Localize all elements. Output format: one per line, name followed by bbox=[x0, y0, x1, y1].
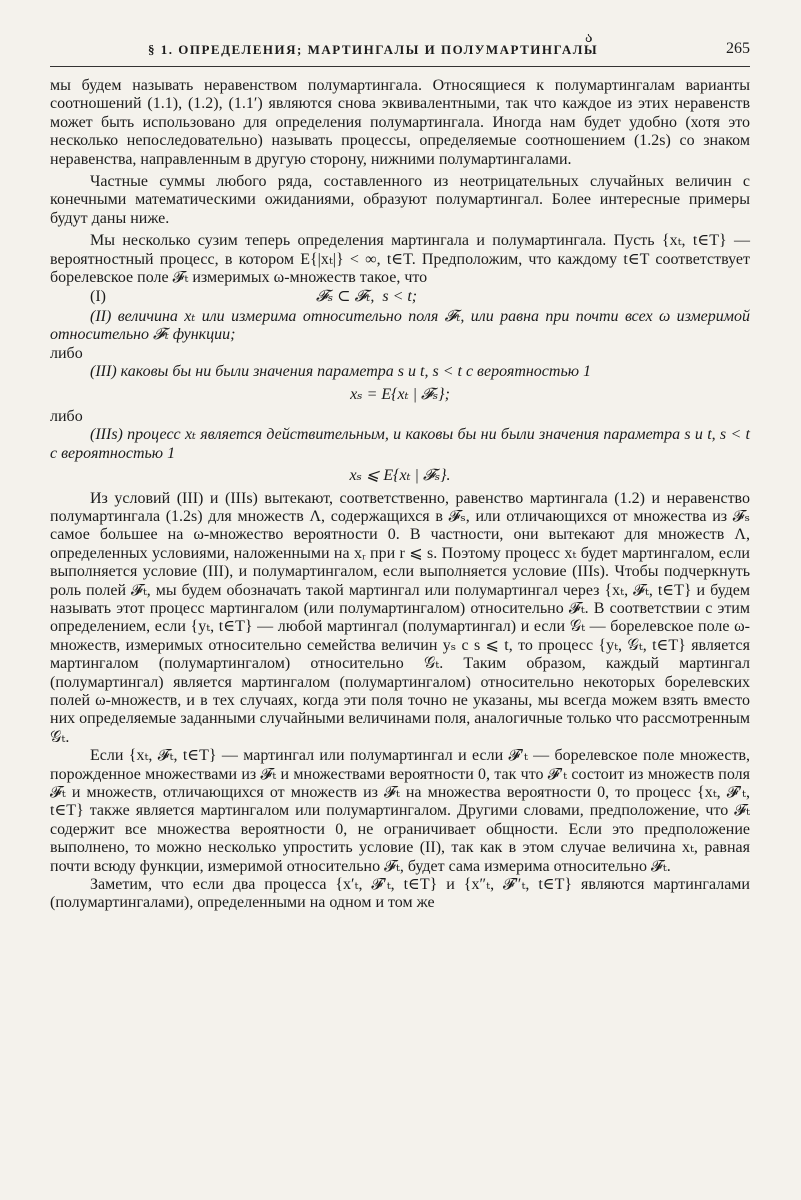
condition-3s: (IIIs) процесс xₜ является действительным, и каковы бы ни были значения параметра s и t, s < t с вероятностью 1 bbox=[50, 426, 750, 462]
paragraph-1: мы будем называть неравенством полумартингала. Относящиеся к полумартингалам варианты соотношений (1.1), (1.2), (1.1′) являются снова эквивалентными, так что каждое из этих неравенств может быть использовано для определения полумартингала. Иногда нам будет удобно (хотя это несколько непоследовательно) называть процессы, определяемые соотношением (1.2s) со знаком неравенства, направленным в другую сторону, нижними полумартингалами. bbox=[50, 77, 750, 168]
condition-2: (II) величина xₜ или измерима относительно поля 𝓕ₜ, или равна при почти всех ω измеримой относительно 𝓕ₜ функции; bbox=[50, 307, 750, 344]
condition-1-label: (I) bbox=[90, 288, 106, 306]
paragraph-4: Из условий (III) и (IIIs) вытекают, соответственно, равенство мартингала (1.2) и неравенство полумартингала (1.2s) для множеств Λ, содержащихся в 𝓕ₛ, или отличающихся от множества из 𝓕ₛ самое большее на ω-множество вероятности 0. В частности, они вытекают для множеств Λ, определенных условиями, наложенными на xᵣ при r ⩽ s. Поэтому процесс xₜ будет мартингалом, если выполняется условие (III), и полумартингалом, если выполняется условие (IIIs). Чтобы подчеркнуть роль полей 𝓕ₜ, мы будем обозначать такой мартингал или полумартингал через {xₜ, 𝓕ₜ, t∈T} и будем называть этот процесс мартингалом (или полумартингалом) относительно 𝓕ₜ. В соответствии с этим определением, если {yₜ, t∈T} — любой мартингал (полумартингал) и если 𝒢ₜ — борелевское поле ω-множеств, измеримых относительно семейства величин yₛ с s ⩽ t, то процесс {yₜ, 𝒢ₜ, t∈T} является мартингалом (полумартингалом) относительно 𝒢ₜ. Таким образом, каждый мартингал (полумартингал) является мартингалом (полумартингалом) относительно некоторых борелевских полей ω-множеств, и в тех случаях, когда эти поля точно не указаны, мы всегда можем взять вместо них определяемые заданными случайными величинами поля, аналогичные только что рассмотренным 𝒢ₜ. bbox=[50, 489, 750, 746]
paragraph-6: Заметим, что если два процесса {x′ₜ, 𝓕′ₜ, t∈T} и {x″ₜ, 𝓕″ₜ, t∈T} являются мартингалами (полумартингалами), определенными на одном и том же bbox=[50, 876, 750, 912]
paragraph-2: Частные суммы любого ряда, составленного из неотрицательных случайных величин с конечными математическими ожиданиями, образуют полумартингал. Более интересные примеры будут даны ниже. bbox=[50, 173, 750, 227]
formula-3: xₛ = E{xₜ | 𝓕ₛ}; bbox=[350, 385, 450, 403]
condition-1-formula: 𝓕ₛ ⊂ 𝓕ₜ, s < t; bbox=[315, 288, 418, 306]
formula-3s: xₛ ⩽ E{xₜ | 𝓕ₛ}. bbox=[349, 467, 451, 485]
libo-2: либо bbox=[50, 407, 83, 425]
section-title: § 1. ОПРЕДЕЛЕНИЯ; МАРТИНГАЛЫ И ПОЛУМАРТИНГАЛЫ bbox=[148, 42, 599, 57]
condition-1 bbox=[50, 288, 750, 306]
paragraph-3: Мы несколько сузим теперь определения мартингала и полумартингала. Пусть {xₜ, t∈T} — вероятностный процесс, в котором E{|xₜ|} < ∞, t∈T. Предположим, что каждому t∈T соответствует борелевское поле 𝓕ₜ измеримых ω-множеств такое, что bbox=[50, 232, 750, 287]
paragraph-5: Если {xₜ, 𝓕ₜ, t∈T} — мартингал или полумартингал и если 𝓕′ₜ — борелевское поле множеств, порожденное множествами из 𝓕ₜ и множествами вероятности 0, так что 𝓕′ₜ состоит из множеств поля 𝓕ₜ и множеств, отличающихся от множеств из 𝓕ₜ на множества вероятности 0, то процесс {xₜ, 𝓕′ₜ, t∈T} также является мартингалом или полумартингалом. Другими словами, предположение, что 𝓕ₜ содержит все множества вероятности 0, не ограничивает общности. Если это предположение выполнено, то можно несколько упростить условие (II), так как в этом случае величина xₜ, равная почти всюду функции, измеримой относительно 𝓕ₜ, будет сама измерима относительно 𝓕ₜ. bbox=[50, 747, 750, 875]
condition-3: (III) каковы бы ни были значения параметра s и t, s < t с вероятностью 1 bbox=[90, 363, 592, 381]
page-number: 265 bbox=[726, 40, 750, 57]
page-body bbox=[50, 77, 750, 913]
libo-1: либо bbox=[50, 344, 83, 362]
book-page bbox=[50, 30, 750, 1180]
corner-mark: ა bbox=[585, 31, 593, 46]
running-header bbox=[50, 40, 750, 67]
